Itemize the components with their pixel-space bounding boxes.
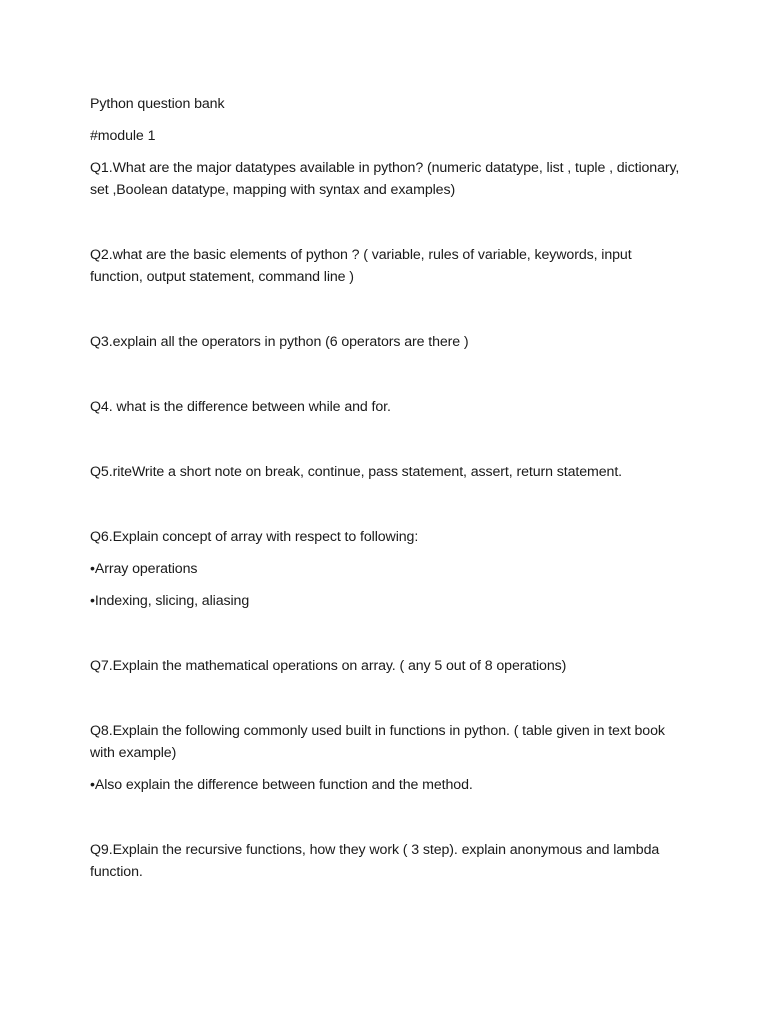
- document-page: [90, 93, 680, 883]
- question-3: Q3.explain all the operators in python (6 operators are there ): [90, 334, 469, 350]
- question-8-bullet-1: •Also explain the difference between function and the method.: [90, 777, 473, 793]
- question-5: Q5.riteWrite a short note on break, continue, pass statement, assert, return statement.: [90, 464, 623, 480]
- question-8: Q8.Explain the following commonly used built in functions in python. ( table given in text book with example): [90, 723, 665, 761]
- module-heading: #module 1: [90, 128, 156, 144]
- question-1: Q1.What are the major datatypes available in python? (numeric datatype, list , tuple , dictionary, set ,Boolean datatype, mapping with syntax and examples): [90, 160, 680, 198]
- question-4: Q4. what is the difference between while and for.: [90, 399, 391, 415]
- question-9: Q9.Explain the recursive functions, how they work ( 3 step). explain anonymous and lambda function.: [90, 842, 660, 880]
- question-7: Q7.Explain the mathematical operations on array. ( any 5 out of 8 operations): [90, 658, 567, 674]
- question-2: Q2.what are the basic elements of python ? ( variable, rules of variable, keywords, input function, output statement, command line ): [90, 247, 632, 285]
- question-6-bullet-2: •Indexing, slicing, aliasing: [90, 593, 250, 609]
- document-title: Python question bank: [90, 96, 225, 112]
- question-6: Q6.Explain concept of array with respect to following:: [90, 529, 419, 545]
- question-6-bullet-1: •Array operations: [90, 561, 198, 577]
